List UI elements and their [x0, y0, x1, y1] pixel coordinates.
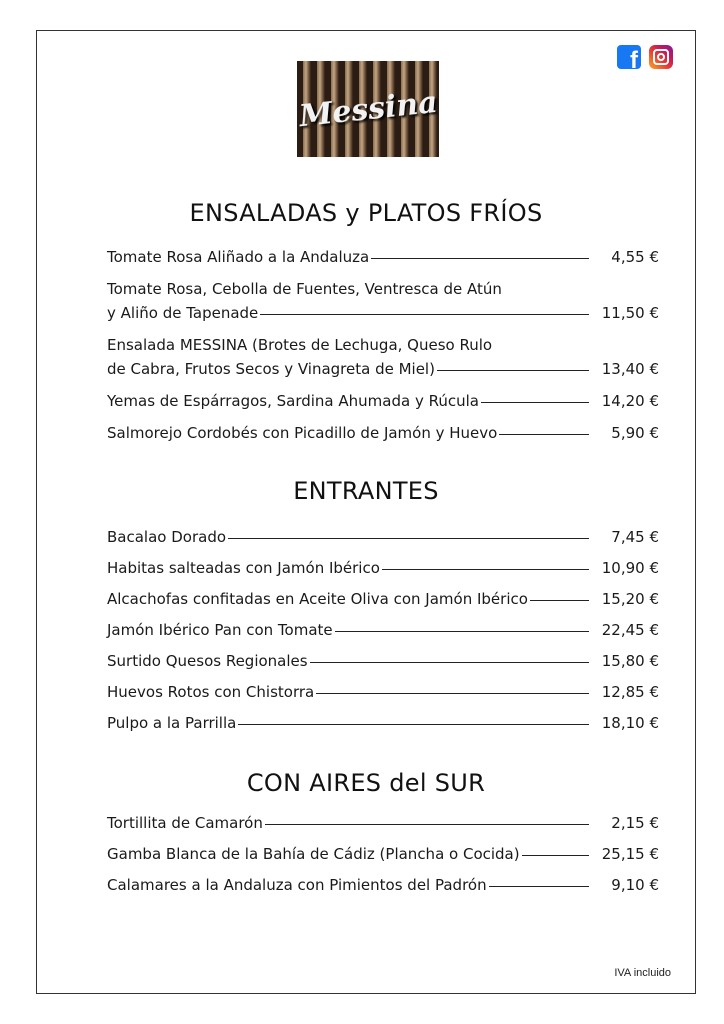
- social-links: [617, 45, 673, 69]
- item-price: 13,40 €: [601, 360, 659, 378]
- section-title-aires-del-sur: CON AIRES del SUR: [246, 769, 486, 797]
- item-price: 11,50 €: [601, 304, 659, 322]
- menu-item: [107, 421, 659, 445]
- leader-line: [481, 402, 589, 403]
- item-name: Alcachofas confitadas en Aceite Oliva con Jamón Ibérico: [107, 590, 528, 608]
- item-name: Pulpo a la Parrilla: [107, 714, 237, 732]
- instagram-icon[interactable]: [649, 45, 673, 69]
- menu-item: [107, 618, 659, 642]
- menu-item: [107, 556, 659, 580]
- menu-item: [107, 680, 659, 704]
- section-title-entrantes: ENTRANTES: [293, 477, 439, 505]
- leader-line: [499, 434, 589, 435]
- facebook-icon[interactable]: f: [617, 45, 641, 69]
- menu-item: [107, 389, 659, 413]
- item-price: 15,80 €: [601, 652, 659, 670]
- leader-line: [335, 631, 589, 632]
- item-price: 14,20 €: [601, 392, 659, 410]
- item-name-cont: y Aliño de Tapenade: [107, 304, 259, 322]
- leader-line: [228, 538, 589, 539]
- menu-item: [107, 525, 659, 549]
- leader-line: [522, 855, 589, 856]
- item-price: 4,55 €: [611, 248, 659, 266]
- menu-item: [107, 333, 659, 381]
- menu-item: [107, 245, 659, 269]
- leader-line: [371, 258, 589, 259]
- item-price: 2,15 €: [611, 814, 659, 832]
- leader-line: [310, 662, 589, 663]
- item-name: Surtido Quesos Regionales: [107, 652, 308, 670]
- item-name: Ensalada MESSINA (Brotes de Lechuga, Queso Rulo: [107, 336, 493, 354]
- item-price: 25,15 €: [601, 845, 659, 863]
- iva-note: IVA incluido: [614, 967, 671, 979]
- item-name: Jamón Ibérico Pan con Tomate: [107, 621, 333, 639]
- menu-item: [107, 811, 659, 835]
- item-name: Habitas salteadas con Jamón Ibérico: [107, 559, 380, 577]
- item-name: Bacalao Dorado: [107, 528, 227, 546]
- leader-line: [489, 886, 589, 887]
- menu-item: [107, 873, 659, 897]
- leader-line: [260, 314, 589, 315]
- item-price: 15,20 €: [601, 590, 659, 608]
- menu-item: [107, 587, 659, 611]
- leader-line: [316, 693, 589, 694]
- leader-line: [530, 600, 589, 601]
- item-name: Calamares a la Andaluza con Pimientos del Padrón: [107, 876, 487, 894]
- menu-item: [107, 842, 659, 866]
- restaurant-logo: [297, 61, 439, 157]
- leader-line: [437, 370, 589, 371]
- item-name: Tomate Rosa Aliñado a la Andaluza: [107, 248, 370, 266]
- item-price: 7,45 €: [611, 528, 659, 546]
- item-name: Salmorejo Cordobés con Picadillo de Jamón y Huevo: [107, 424, 498, 442]
- item-price: 22,45 €: [601, 621, 659, 639]
- menu-item: [107, 649, 659, 673]
- menu-item: [107, 277, 659, 325]
- menu-item: [107, 711, 659, 735]
- item-name-cont: de Cabra, Frutos Secos y Vinagreta de Miel): [107, 360, 435, 378]
- section-title-ensaladas: ENSALADAS y PLATOS FRÍOS: [189, 199, 543, 227]
- item-price: 18,10 €: [601, 714, 659, 732]
- item-name: Yemas de Espárragos, Sardina Ahumada y Rúcula: [107, 392, 479, 410]
- item-name: Gamba Blanca de la Bahía de Cádiz (Plancha o Cocida): [107, 845, 520, 863]
- leader-line: [265, 824, 589, 825]
- item-name: Tortillita de Camarón: [107, 814, 263, 832]
- item-name: Tomate Rosa, Cebolla de Fuentes, Ventresca de Atún: [107, 280, 502, 298]
- menu-frame: [36, 30, 696, 994]
- item-price: 9,10 €: [611, 876, 659, 894]
- leader-line: [238, 724, 589, 725]
- item-price: 10,90 €: [601, 559, 659, 577]
- item-name: Huevos Rotos con Chistorra: [107, 683, 315, 701]
- leader-line: [382, 569, 589, 570]
- item-price: 12,85 €: [601, 683, 659, 701]
- logo-text: Messina: [297, 84, 439, 134]
- item-price: 5,90 €: [611, 424, 659, 442]
